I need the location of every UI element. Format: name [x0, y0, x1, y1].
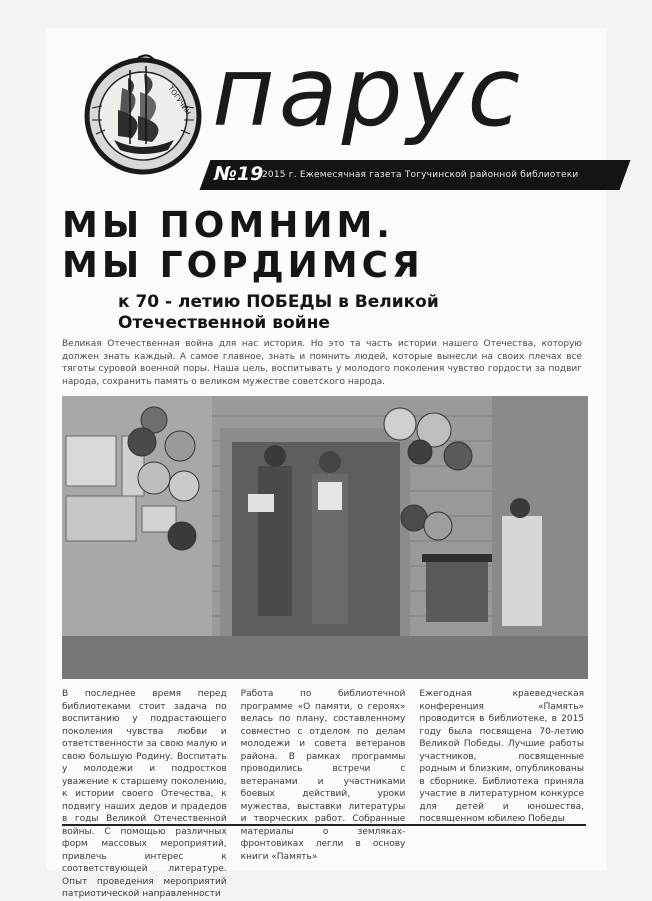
headline-line-1: МЫ ПОМНИМ. [62, 205, 394, 246]
issue-description: 2015 г. Ежемесячная газета Тогучинской районной библиотеки [262, 170, 579, 180]
issue-number: №19 [214, 163, 264, 185]
newspaper-title: парус [212, 36, 525, 148]
library-entrance-photo [62, 396, 588, 679]
headline [62, 206, 424, 286]
logo-ring-text: ТОГУЧИН [166, 84, 193, 117]
ship-emblem-logo [78, 48, 208, 178]
article-column-1: В последнее время перед библиотеками стоит задача по воспитанию у подрастающего поколения чувства любви и ответственности за свою малую и свою большую Родину. Воспитать у молодежи и подростков уважение к старшему поколению, к истории своего Отечества, к подвигу наших дедов и прадедов в годы Великой Отечественной войны. С помощью различных форм массовых мероприятий, привлечь интерес к соответствующей литературе. Опыт проведения мероприятий патриотической направленности [62, 689, 227, 899]
article-columns [62, 688, 585, 899]
article-column-2: Работа по библиотечной программе «О памяти, о героях» велась по плану, составленному совместно с отделом по делам молодежи и совета ветеранов района. В рамках программы проводились встречи с ветеранами и участниками боевых действий, уроки мужества, выставки литературы и творческих работ. Собранные материалы о земляках-фронтовиках легли в основу книги «Память» [240, 689, 406, 862]
bottom-rule [62, 824, 586, 826]
article-column-3: Ежегодная краеведческая конференция «Память» проводится в библиотеке, в 2015 году была посвящена 70-летию Великой Победы. Лучшие работы участников, посвященные родным и близким, опубликованы в сборнике. Библиотека приняла участие в литературном конкурсе для детей и юношества, посвященном юбилею Победы [419, 689, 585, 824]
headline-line-2: МЫ ГОРДИМСЯ [62, 245, 424, 286]
subheadline: к 70 - летию ПОБЕДЫ в Великой Отечественной войне [118, 292, 439, 333]
intro-paragraph: Великая Отечественная война для нас история. Но это та часть истории нашего Отечества, которую должен знать каждый. А самое главное, знать и помнить людей, которые вынесли на своих плечах все тяготы суровой военной поры. Наша цель, воспитывать у молодого поколения чувство гордости за подвиг народа, сохранить память о великом мужестве советского народа. [62, 339, 582, 387]
